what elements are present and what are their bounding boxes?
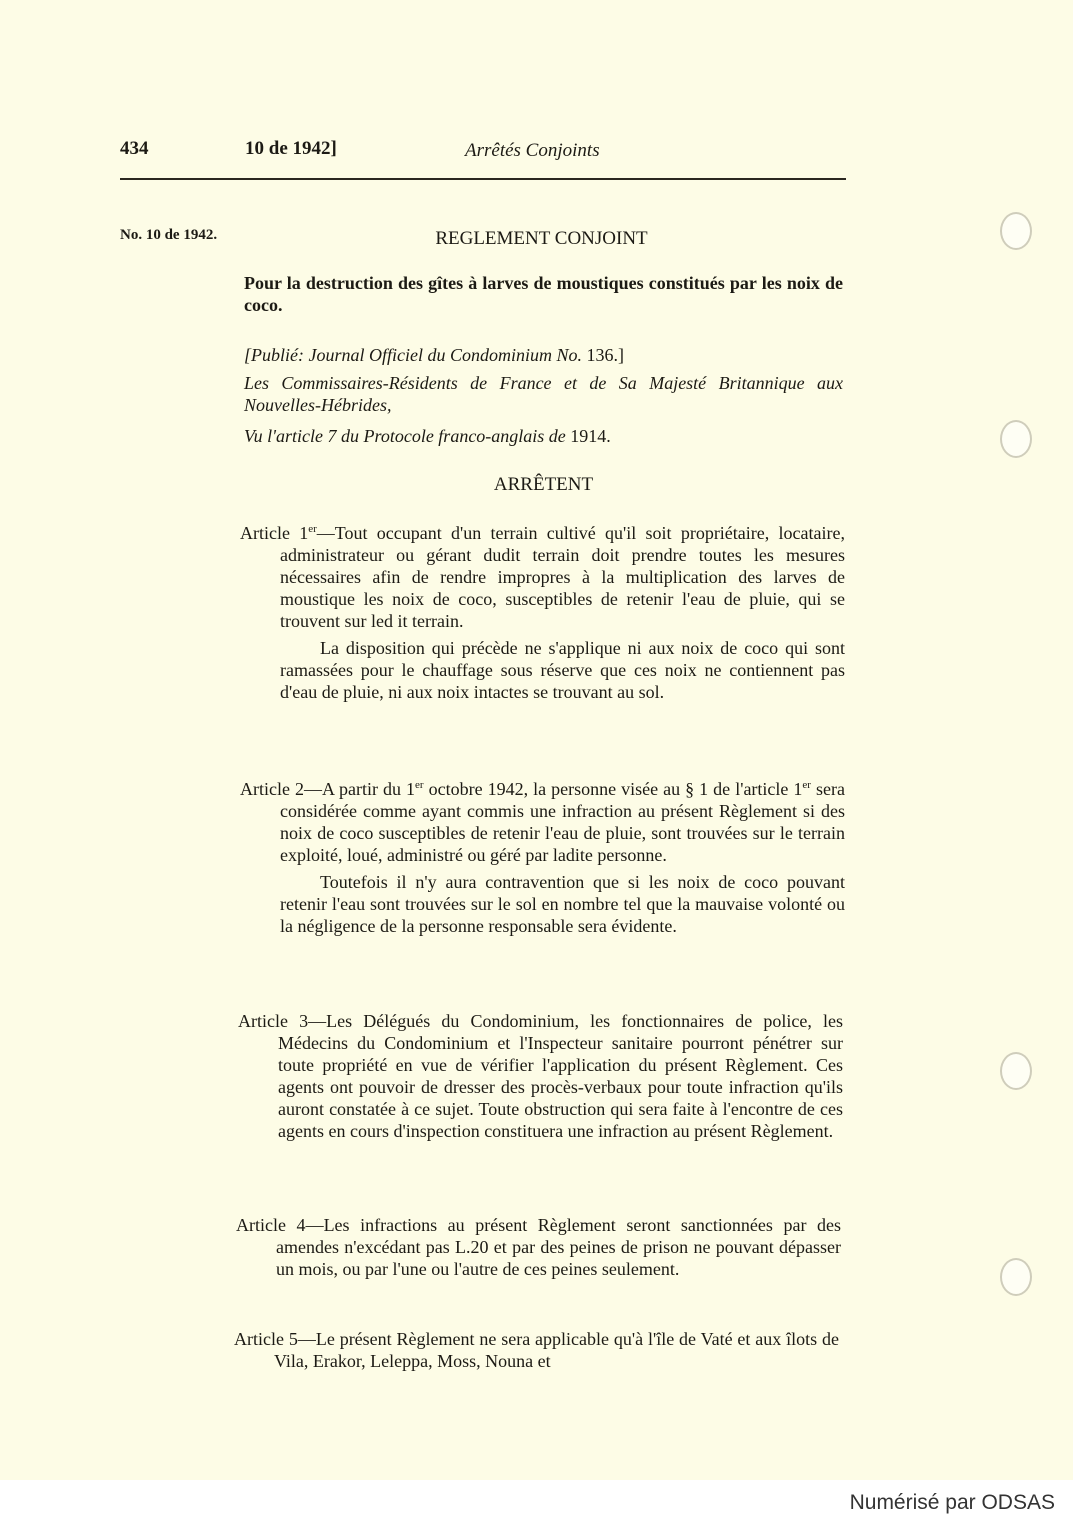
- publication-number: 136.]: [586, 345, 624, 365]
- page-number: 434: [120, 138, 149, 159]
- header-rule: [120, 178, 846, 180]
- article-4: [236, 1214, 841, 1280]
- article-text: —A partir du 1: [304, 779, 416, 799]
- article-3: [238, 1010, 843, 1142]
- marginal-note: No. 10 de 1942.: [120, 227, 218, 243]
- punch-hole: [1000, 420, 1032, 458]
- document-purpose: Pour la destruction des gîtes à larves de moustiques constitués par les noix de coco.: [244, 273, 843, 315]
- article-text: —Les infractions au présent Règlement seront sanctionnées par des amendes n'excédant pas L.20 et par des peines de prison ne pouvant dépasser un mois, ou par l'une ou l'autre de ces peines seulement.: [276, 1215, 842, 1279]
- article-label: Article 5: [234, 1329, 298, 1349]
- article-label: Article 2: [240, 779, 304, 799]
- superscript: er: [415, 779, 424, 791]
- punch-hole: [1000, 1052, 1032, 1090]
- decree-heading: ARRÊTENT: [493, 474, 594, 495]
- superscript: er: [802, 779, 811, 791]
- publication-label: [Publié: Journal Officiel du Condominium No.: [244, 345, 582, 365]
- scan-credit: Numérisé par ODSAS: [849, 1491, 1055, 1514]
- commissioners-preamble: Les Commissaires-Résidents de France et de Sa Majesté Britannique aux Nouvelles-Hébrides,: [244, 373, 843, 415]
- superscript: er: [308, 523, 317, 535]
- article-text: sera considérée comme ayant commis une infraction au présent Règlement si des noix de coco susceptibles de retenir l'eau de pluie, sont trouvées sur le terrain exploité, loué, administré ou géré par ladite personne.: [280, 779, 845, 865]
- article-label: Article 3: [238, 1011, 309, 1031]
- article-paragraph: Toutefois il n'y aura contravention que si les noix de coco pouvant retenir l'eau sont trouvées sur le sol en nombre tel que la mauvaise volonté ou la négligence de la personne responsable sera évidente.: [280, 872, 845, 936]
- article-text: —Le présent Règlement ne sera applicable qu'à l'île de Vaté et aux îlots de Vila, Erakor, Leleppa, Moss, Nouna et: [274, 1329, 839, 1371]
- article-1: [240, 522, 845, 703]
- article-5: [234, 1328, 839, 1372]
- punch-hole: [1000, 212, 1032, 250]
- article-text: octobre 1942, la personne visée au § 1 de l'article 1: [423, 779, 803, 799]
- punch-hole: [1000, 1258, 1032, 1296]
- vu-preamble: [244, 425, 843, 447]
- vu-text: Vu l'article 7 du Protocole franco-anglais de: [244, 426, 566, 446]
- article-paragraph: La disposition qui précède ne s'applique ni aux noix de coco qui sont ramassées pour le chauffage sous réserve que ces noix ne contiennent pas d'eau de pluie, ni aux noix intactes se trouvant au sol.: [280, 638, 845, 702]
- running-header: [120, 138, 845, 166]
- article-2: [240, 778, 845, 937]
- year-reference: 10 de 1942]: [245, 138, 337, 159]
- document-title: REGLEMENT CONJOINT: [435, 228, 648, 249]
- section-title: Arrêtés Conjoints: [465, 140, 600, 161]
- article-text: —Tout occupant d'un terrain cultivé qu'il soit propriétaire, locataire, administrateur ou gérant dudit terrain doit prendre toutes les mesures nécessaires afin de rendre impropres à la multiplication des larves de moustique les noix de coco, susceptibles de retenir l'eau de pluie, qui se trouvent sur led it terrain.: [280, 523, 845, 631]
- article-label: Article 1: [240, 523, 309, 543]
- vu-year: 1914.: [570, 426, 611, 446]
- article-text: —Les Délégués du Condominium, les fonctionnaires de police, les Médecins du Condominium et l'Inspecteur sanitaire pourront pénétrer sur toute propriété en vue de vérifier l'application du présent Règlement. Ces agents ont pouvoir de dresser des procès-verbaux pour toute infraction qu'ils auront constatée à ce sujet. Toute obstruction qui sera faite à l'encontre de ces agents en cours d'inspection constituera une infraction au présent Règlement.: [278, 1011, 843, 1141]
- article-label: Article 4: [236, 1215, 306, 1235]
- publication-note: [244, 344, 843, 366]
